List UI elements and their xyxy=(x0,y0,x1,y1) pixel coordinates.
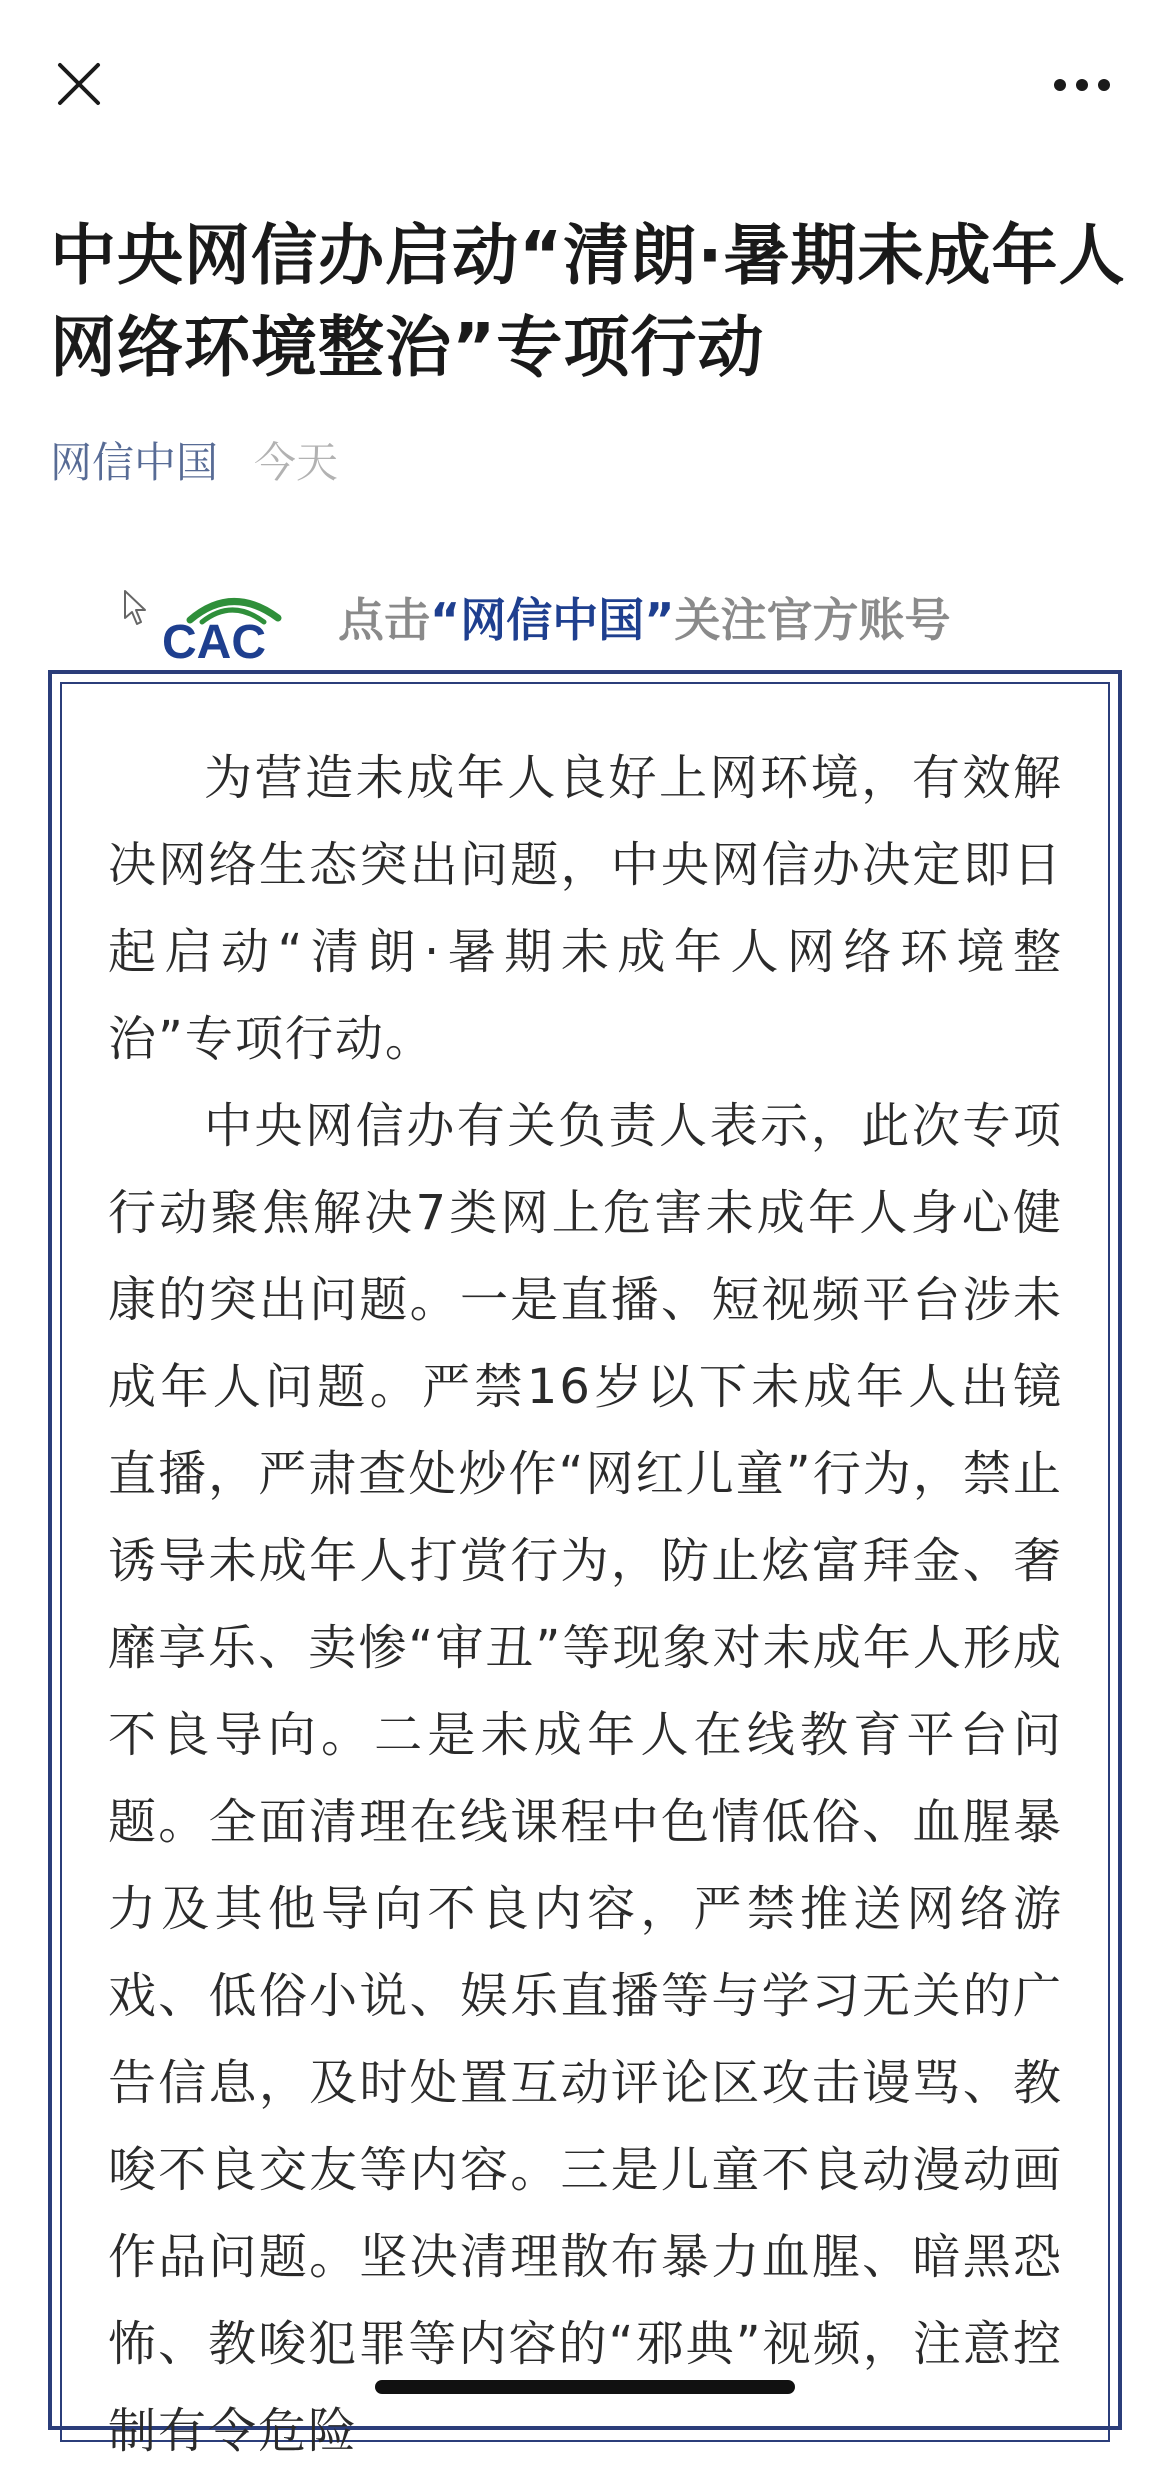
banner-prefix: 点击 xyxy=(338,593,430,647)
cac-logo-icon[interactable] xyxy=(160,582,305,662)
cursor-icon xyxy=(122,588,148,628)
account-name-link[interactable]: 网信中国 xyxy=(50,438,219,487)
close-icon xyxy=(50,55,120,125)
banner-account-highlight: “网信中国” xyxy=(430,593,675,647)
article-title: 中央网信办启动“清朗·暑期未成年人网络环境整治”专项行动 xyxy=(50,217,1126,386)
body-paragraph: 为营造未成年人良好上网环境，有效解决网络生态突出问题，中央网信办决定即日起启动“清朗·暑期未成年人网络环境整治”专项行动。 xyxy=(108,750,1063,1067)
article-meta xyxy=(50,430,338,490)
body-paragraph: 中央网信办有关负责人表示，此次专项行动聚焦解决7类网上危害未成年人身心健康的突出问题。一是直播、短视频平台涉未成年人问题。严禁16岁以下未成年人出镜直播，严肃查处炒作“网红儿童”行为，禁止诱导未成年人打赏行为，防止炫富拜金、奢靡享乐、卖惨“审丑”等现象对未成年人形成不良导向。二是未成年人在线教育平台问题。全面清理在线课程中色情低俗、血腥暴力及其他导向不良内容，严禁推送网络游戏、低俗小说、娱乐直播等与学习无关的广告信息，及时处置互动评论区攻击谩骂、教唆不良交友等内容。三是儿童不良动漫动画作品问题。坚决清理散布暴力血腥、暗黑恐怖、教唆犯罪等内容的“邪典”视频，注意控制有令危险 xyxy=(108,1098,1063,2459)
close-button[interactable] xyxy=(50,55,120,125)
follow-banner[interactable] xyxy=(338,590,950,650)
more-button[interactable] xyxy=(1040,55,1130,125)
banner-suffix: 关注官方账号 xyxy=(674,593,951,647)
more-dots-icon xyxy=(1040,55,1130,125)
home-indicator[interactable] xyxy=(375,2380,795,2394)
publish-date: 今天 xyxy=(254,438,339,487)
article-body xyxy=(108,735,1063,2475)
svg-text:CAC: CAC xyxy=(162,616,266,662)
top-bar xyxy=(0,0,1170,170)
